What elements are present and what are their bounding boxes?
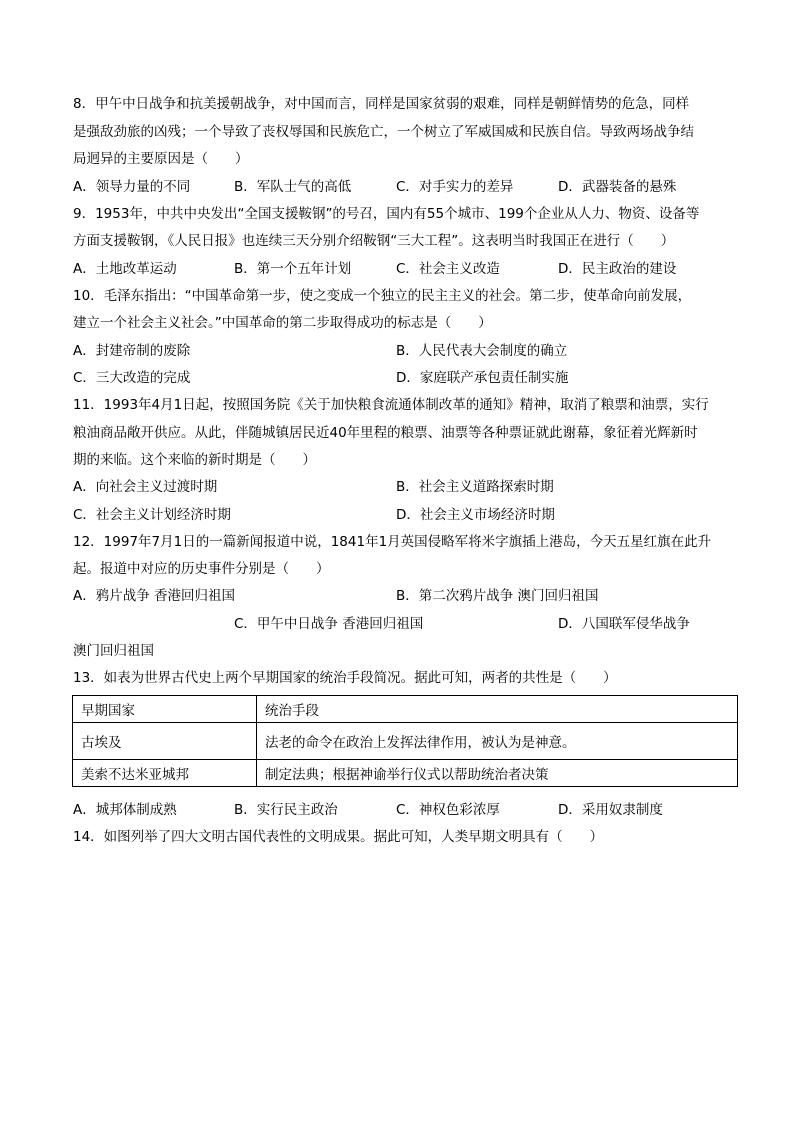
q12-option-d[interactable]: D．八国联军侵华战争 [558, 616, 690, 632]
q12-stem-line-1: 12．1997年7月1日的一篇新闻报道中说，1841年1月英国侵略军将米字旗插上港岛，今天五星红旗在此升 [73, 534, 712, 550]
q11-stem-line-3: 期的来临。这个来临的新时期是（ ） [73, 452, 316, 468]
table-header-cell: 统治手段 [257, 696, 738, 723]
q13-option-d[interactable]: D．采用奴隶制度 [558, 802, 663, 818]
q11-option-b[interactable]: B．社会主义道路探索时期 [396, 479, 554, 495]
table-row [73, 760, 738, 787]
q11-option-a[interactable]: A．向社会主义过渡时期 [73, 479, 218, 495]
q8-stem-line-2: 是强敌劲旅的凶残；一个导致了丧权辱国和民族危亡，一个树立了军威国威和民族自信。导致两场战争结 [73, 124, 694, 140]
q11-option-d[interactable]: D．社会主义市场经济时期 [396, 507, 555, 523]
q13-stem-line-1: 13．如表为世界古代史上两个早期国家的统治手段简况。据此可知，两者的共性是（ ） [73, 670, 617, 686]
q13-option-b[interactable]: B．实行民主政治 [234, 802, 338, 818]
q8-stem-line-3: 局迥异的主要原因是（ ） [73, 151, 249, 167]
table-cell: 美索不达米亚城邦 [73, 760, 257, 787]
q12-stem-line-2: 起。报道中对应的历史事件分别是（ ） [73, 561, 330, 577]
q11-stem-line-1: 11．1993年4月1日起，按照国务院《关于加快粮食流通体制改革的通知》精神，取消了粮票和油票，实行 [73, 397, 709, 413]
q10-stem-line-1: 10．毛泽东指出：“中国革命第一步，使之变成一个独立的民主主义的社会。第二步，使革命向前发展， [73, 288, 692, 304]
q12-option-b[interactable]: B．第二次鸦片战争 澳门回归祖国 [396, 588, 599, 604]
q8-option-b[interactable]: B．军队士气的高低 [234, 179, 352, 195]
q10-option-d[interactable]: D．家庭联产承包责任制实施 [396, 370, 569, 386]
table-row [73, 723, 738, 760]
q11-option-c[interactable]: C．社会主义计划经济时期 [73, 507, 231, 523]
table-header-cell: 早期国家 [73, 696, 257, 723]
table-header-row [73, 696, 738, 723]
q9-option-a[interactable]: A．土地改革运动 [73, 261, 177, 277]
q11-stem-line-2: 粮油商品敞开供应。从此，伴随城镇居民近40年里程的粮票、油票等各种票证就此谢幕，象征着光辉新时 [73, 425, 698, 441]
q13-table [72, 695, 738, 787]
q8-option-c[interactable]: C．对手实力的差异 [396, 179, 514, 195]
q12-option-d-continued: 澳门回归祖国 [73, 643, 154, 659]
q8-option-a[interactable]: A．领导力量的不同 [73, 179, 191, 195]
table-cell: 法老的命令在政治上发挥法律作用，被认为是神意。 [257, 723, 738, 760]
q8-stem-line-1: 8．甲午中日战争和抗美援朝战争，对中国而言，同样是国家贫弱的艰难，同样是朝鲜情势的危急，同样 [73, 96, 690, 112]
q14-stem-line-1: 14．如图列举了四大文明古国代表性的文明成果。据此可知，人类早期文明具有（ ） [73, 829, 604, 845]
q10-option-b[interactable]: B．人民代表大会制度的确立 [396, 343, 568, 359]
q13-option-c[interactable]: C．神权色彩浓厚 [396, 802, 500, 818]
q12-option-c[interactable]: C．甲午中日战争 香港回归祖国 [234, 616, 424, 632]
q13-option-a[interactable]: A．城邦体制成熟 [73, 802, 177, 818]
table-cell: 制定法典；根据神谕举行仪式以帮助统治者决策 [257, 760, 738, 787]
q9-option-c[interactable]: C．社会主义改造 [396, 261, 500, 277]
q8-option-d[interactable]: D．武器装备的悬殊 [558, 179, 677, 195]
q9-stem-line-2: 方面支援鞍钢，《人民日报》也连续三天分别介绍鞍钢“三大工程”。这表明当时我国正在进行（ ） [73, 233, 675, 249]
q10-option-c[interactable]: C．三大改造的完成 [73, 370, 191, 386]
q9-stem-line-1: 9．1953年，中共中央发出“全国支援鞍钢”的号召，国内有55个城市、199个企业从人力、物资、设备等 [73, 206, 700, 222]
q10-option-a[interactable]: A．封建帝制的废除 [73, 343, 191, 359]
q9-option-d[interactable]: D．民主政治的建设 [558, 261, 677, 277]
table-cell: 古埃及 [73, 723, 257, 760]
q12-option-a[interactable]: A．鸦片战争 香港回归祖国 [73, 588, 236, 604]
q9-option-b[interactable]: B．第一个五年计划 [234, 261, 352, 277]
q10-stem-line-2: 建立一个社会主义社会。”中国革命的第二步取得成功的标志是（ ） [73, 315, 492, 331]
